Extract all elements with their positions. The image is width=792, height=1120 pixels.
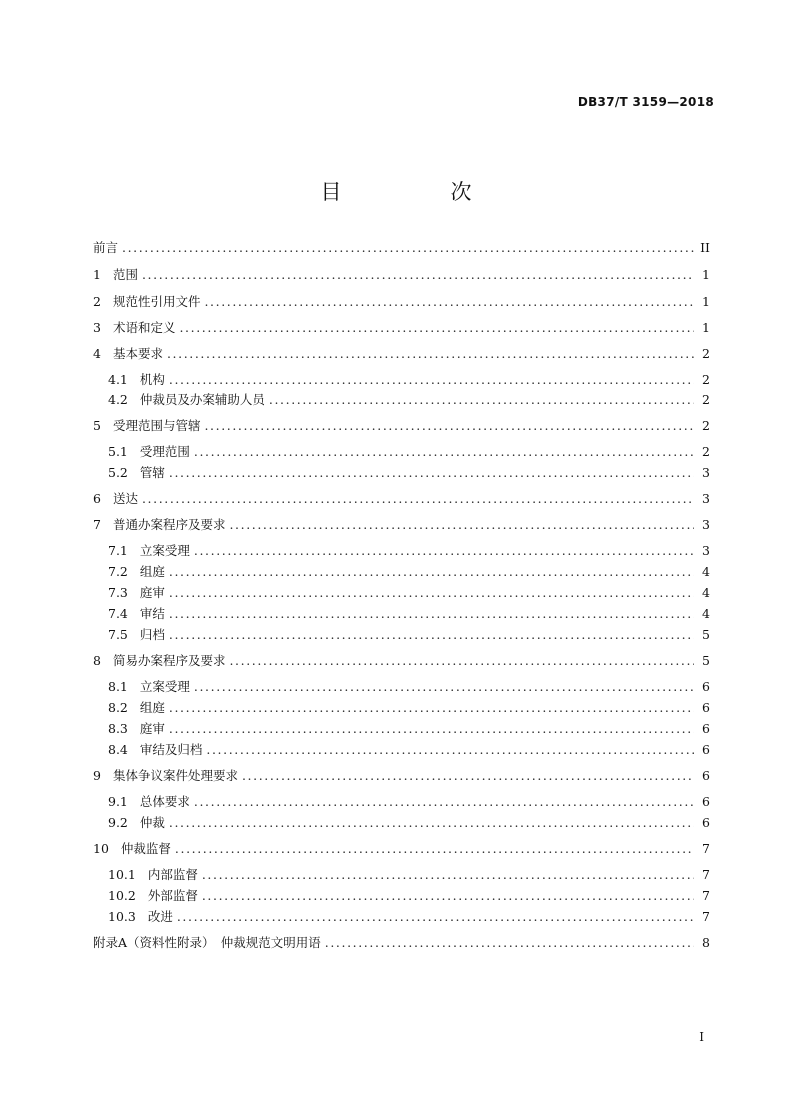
toc-entry-label <box>93 839 171 857</box>
toc-entry-label <box>108 677 190 695</box>
toc-entry-number: 8.4 <box>108 742 128 757</box>
toc-entry[interactable] <box>108 583 710 601</box>
toc-entry-page: 5 <box>702 653 710 668</box>
toc-entry-number: 5.1 <box>108 444 128 459</box>
toc-entry-text: 管辖 <box>139 465 165 480</box>
toc-entry-label <box>93 292 200 310</box>
toc-entry[interactable] <box>93 265 710 283</box>
toc-entry-label <box>108 813 165 831</box>
dot-leader <box>177 909 694 924</box>
toc-entry-label <box>108 865 198 883</box>
toc-entry-page: 5 <box>702 627 710 642</box>
toc-entry-text: 受理范围与管辖 <box>112 418 201 433</box>
toc-entry-number: 9.1 <box>108 794 128 809</box>
toc-entry-page: 6 <box>702 721 710 736</box>
toc-entry-label <box>93 766 238 784</box>
toc-entry[interactable] <box>108 792 710 810</box>
toc-entry-label <box>93 265 138 283</box>
toc-entry-page: 7 <box>702 888 710 903</box>
toc-entry-number: 10.1 <box>108 867 136 882</box>
toc-entry-number: 8.3 <box>108 721 128 736</box>
toc-entry-text: 组庭 <box>139 700 165 715</box>
toc-entry-label <box>93 489 138 507</box>
toc-entry-text: 前言 <box>93 240 119 255</box>
toc-entry-number: 10.3 <box>108 909 136 924</box>
toc-entry-label <box>108 792 190 810</box>
toc-entry-text: 机构 <box>139 372 165 387</box>
toc-entry[interactable] <box>93 344 710 362</box>
dot-leader <box>175 841 694 856</box>
toc-entry-number: 8.1 <box>108 679 128 694</box>
toc-entry-text: 庭审 <box>139 721 165 736</box>
dot-leader <box>169 627 694 642</box>
toc-entry-text: 总体要求 <box>139 794 190 809</box>
toc-entry-page: 2 <box>702 418 710 433</box>
dot-leader <box>206 742 694 757</box>
toc-entry-page: 3 <box>702 491 710 506</box>
toc-entry-page: 7 <box>702 867 710 882</box>
toc-entry-page: 6 <box>702 768 710 783</box>
toc-entry[interactable] <box>108 562 710 580</box>
toc-entry-label <box>108 583 165 601</box>
toc-entry-text: 简易办案程序及要求 <box>112 653 226 668</box>
toc-entry-page: 6 <box>702 815 710 830</box>
toc-entry-page: 2 <box>702 346 710 361</box>
dot-leader <box>229 653 694 668</box>
toc-entry[interactable] <box>93 766 710 784</box>
toc-entry[interactable] <box>93 651 710 669</box>
toc-entry-page: 6 <box>702 742 710 757</box>
toc-entry-number: 7.5 <box>108 627 128 642</box>
toc-entry-page: 7 <box>702 841 710 856</box>
toc-entry-number: 8 <box>93 653 101 668</box>
toc-entry-label <box>108 604 165 622</box>
toc-entry-number: 7 <box>93 517 101 532</box>
toc-entry-text: 组庭 <box>139 564 165 579</box>
toc-entry-text: 术语和定义 <box>112 320 176 335</box>
toc-entry-number: 1 <box>93 267 101 282</box>
dot-leader <box>169 815 694 830</box>
toc-entry-text: 外部监督 <box>147 888 198 903</box>
toc-entry-text: 送达 <box>112 491 138 506</box>
toc-entry-page: 3 <box>702 465 710 480</box>
toc-entry-label <box>108 562 165 580</box>
toc-entry-page: 2 <box>702 392 710 407</box>
toc-entry-number: 5.2 <box>108 465 128 480</box>
toc-entry-number: 4 <box>93 346 101 361</box>
toc-entry-page: 4 <box>702 564 710 579</box>
toc-entry[interactable] <box>93 238 710 256</box>
dot-leader <box>169 721 694 736</box>
toc-entry-text: 普通办案程序及要求 <box>112 517 226 532</box>
toc-entry-text: 仲裁 <box>139 815 165 830</box>
dot-leader <box>169 585 694 600</box>
toc-entry-label <box>93 515 225 533</box>
toc-entry-number: 7.4 <box>108 606 128 621</box>
toc-entry-text: 范围 <box>112 267 138 282</box>
toc-entry-label <box>108 370 165 388</box>
toc-entry-number: 6 <box>93 491 101 506</box>
toc-entry-page: 1 <box>702 294 710 309</box>
toc-entry-text: 改进 <box>147 909 173 924</box>
toc-entry-number: 10 <box>93 841 109 856</box>
toc-entry[interactable] <box>108 541 710 559</box>
toc-entry-page: 4 <box>702 585 710 600</box>
dot-leader <box>169 372 694 387</box>
toc-entry[interactable] <box>93 318 710 336</box>
dot-leader <box>169 564 694 579</box>
toc-entry-page: II <box>700 240 710 255</box>
dot-leader <box>325 935 694 950</box>
toc-entry-label <box>108 541 190 559</box>
toc-entry[interactable] <box>108 625 710 643</box>
toc-entry-text: 基本要求 <box>112 346 163 361</box>
toc-entry-number: 7.1 <box>108 543 128 558</box>
toc-entry-page: 7 <box>702 909 710 924</box>
toc-entry[interactable] <box>108 719 710 737</box>
dot-leader <box>122 240 694 255</box>
dot-leader <box>202 888 694 903</box>
toc-entry-text: 内部监督 <box>147 867 198 882</box>
toc-entry[interactable] <box>108 740 710 758</box>
toc-entry[interactable] <box>108 698 710 716</box>
toc-entry-text: 审结 <box>139 606 165 621</box>
toc-entry[interactable] <box>93 292 710 310</box>
toc-entry-page: 1 <box>702 267 710 282</box>
toc-entry[interactable] <box>108 604 710 622</box>
toc-entry-number: 7.2 <box>108 564 128 579</box>
toc-entry-number: 8.2 <box>108 700 128 715</box>
dot-leader <box>194 679 694 694</box>
toc-entry-number: 4.1 <box>108 372 128 387</box>
toc-entry-label <box>93 416 200 434</box>
dot-leader <box>204 418 694 433</box>
toc-entry-text: 集体争议案件处理要求 <box>112 768 238 783</box>
toc-entry-label <box>108 719 165 737</box>
dot-leader <box>242 768 694 783</box>
standard-code: DB37/T 3159—2018 <box>577 95 714 109</box>
toc-entry[interactable] <box>108 886 710 904</box>
toc-entry-page: 1 <box>702 320 710 335</box>
toc-entry[interactable] <box>93 839 710 857</box>
toc-entry[interactable] <box>108 865 710 883</box>
toc-entry-label <box>93 933 321 951</box>
toc-entry-number: 9 <box>93 768 101 783</box>
dot-leader <box>169 606 694 621</box>
toc-entry-label <box>108 390 265 408</box>
toc-entry-page: 2 <box>702 444 710 459</box>
toc-entry[interactable] <box>93 416 710 434</box>
dot-leader <box>202 867 694 882</box>
toc-entry-number: 3 <box>93 320 101 335</box>
toc-entry[interactable] <box>108 677 710 695</box>
toc-entry[interactable] <box>108 907 710 925</box>
toc-entry-page: 8 <box>702 935 710 950</box>
toc-entry-number: 5 <box>93 418 101 433</box>
toc-entry-page: 2 <box>702 372 710 387</box>
toc-entry-number: 9.2 <box>108 815 128 830</box>
dot-leader <box>142 491 694 506</box>
toc-entry-page: 6 <box>702 700 710 715</box>
toc-entry-text: 立案受理 <box>139 679 190 694</box>
toc-entry[interactable] <box>93 933 710 951</box>
toc-entry-page: 3 <box>702 543 710 558</box>
toc-entry-label <box>108 698 165 716</box>
dot-leader <box>229 517 694 532</box>
toc-entry-label <box>108 886 198 904</box>
toc-entry-page: 6 <box>702 679 710 694</box>
toc-entry-text: 规范性引用文件 <box>112 294 201 309</box>
dot-leader <box>194 543 694 558</box>
toc-entry-number: 4.2 <box>108 392 128 407</box>
toc-entry[interactable] <box>108 390 710 408</box>
toc-entry-text: 审结及归档 <box>139 742 203 757</box>
dot-leader <box>194 794 694 809</box>
dot-leader <box>269 392 694 407</box>
toc-entry-text: 立案受理 <box>139 543 190 558</box>
toc-entry-label <box>93 651 225 669</box>
toc-entry-label <box>108 625 165 643</box>
toc-entry-label <box>108 907 173 925</box>
dot-leader <box>179 320 694 335</box>
toc-entry[interactable] <box>108 442 710 460</box>
dot-leader <box>204 294 694 309</box>
toc-entry-page: 3 <box>702 517 710 532</box>
toc-entry-label <box>108 740 202 758</box>
toc-entry-page: 4 <box>702 606 710 621</box>
toc-entry-text: 仲裁监督 <box>120 841 171 856</box>
toc-entry[interactable] <box>108 813 710 831</box>
toc-entry-text: 附录A（资料性附录） 仲裁规范文明用语 <box>93 935 321 950</box>
toc-entry-text: 庭审 <box>139 585 165 600</box>
toc-entry-label <box>93 318 175 336</box>
toc-entry-label <box>108 463 165 481</box>
toc-entry[interactable] <box>108 463 710 481</box>
page-title: 目 次 <box>320 180 516 204</box>
dot-leader <box>194 444 694 459</box>
toc-entry-page: 6 <box>702 794 710 809</box>
dot-leader <box>142 267 694 282</box>
toc-entry-number: 7.3 <box>108 585 128 600</box>
toc-entry[interactable] <box>108 370 710 388</box>
toc-entry-label <box>93 238 118 256</box>
toc-entry-text: 归档 <box>139 627 165 642</box>
dot-leader <box>169 465 694 480</box>
toc-entry-label <box>93 344 163 362</box>
toc-entry-text: 仲裁员及办案辅助人员 <box>139 392 265 407</box>
toc-entry-label <box>108 442 190 460</box>
dot-leader <box>167 346 694 361</box>
dot-leader <box>169 700 694 715</box>
toc-entry-number: 10.2 <box>108 888 136 903</box>
toc-entry[interactable] <box>93 489 710 507</box>
toc-entry-text: 受理范围 <box>139 444 190 459</box>
toc-entry-number: 2 <box>93 294 101 309</box>
toc-entry[interactable] <box>93 515 710 533</box>
page-number: I <box>699 1030 704 1044</box>
